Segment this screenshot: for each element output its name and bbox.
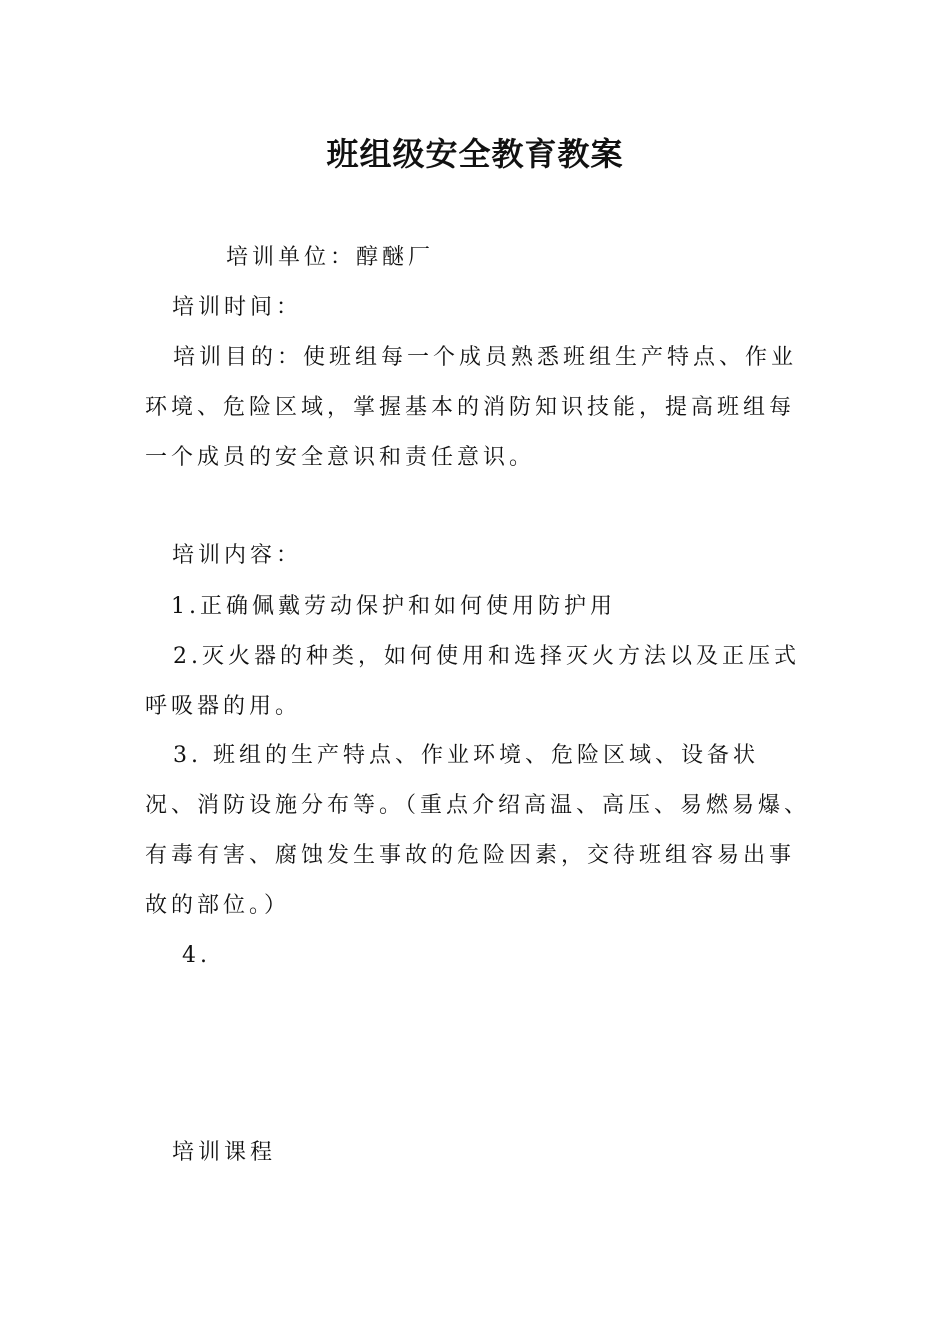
training-unit: 培训单位：醇醚厂 (226, 245, 435, 270)
training-content-heading: 培训内容： (172, 543, 303, 568)
training-purpose: 培训目的：使班组每一个成员熟悉班组生产特点、作业环境、危险区域，掌握基本的消防知识技能，提高班组每一个成员的安全意识和责任意识。 (145, 345, 798, 470)
training-time: 培训时间： (172, 295, 303, 320)
content-item-1: 1.正确佩戴劳动保护和如何使用防护用 (171, 594, 616, 619)
content-item-2: 2.灭火器的种类，如何使用和选择灭火方法以及正压式呼吸器的用。 (145, 644, 800, 719)
content-item-4: 4. (182, 943, 211, 968)
document-title: 班组级安全教育教案 (326, 135, 624, 173)
content-item-3: 3. 班组的生产特点、作业环境、危险区域、设备状况、消防设施分布等。（重点介绍高温、高压、易燃易爆、有毒有害、腐蚀发生事故的危险因素，交待班组容易出事故的部位。） (145, 743, 811, 918)
training-course-heading: 培训课程 (172, 1140, 277, 1165)
